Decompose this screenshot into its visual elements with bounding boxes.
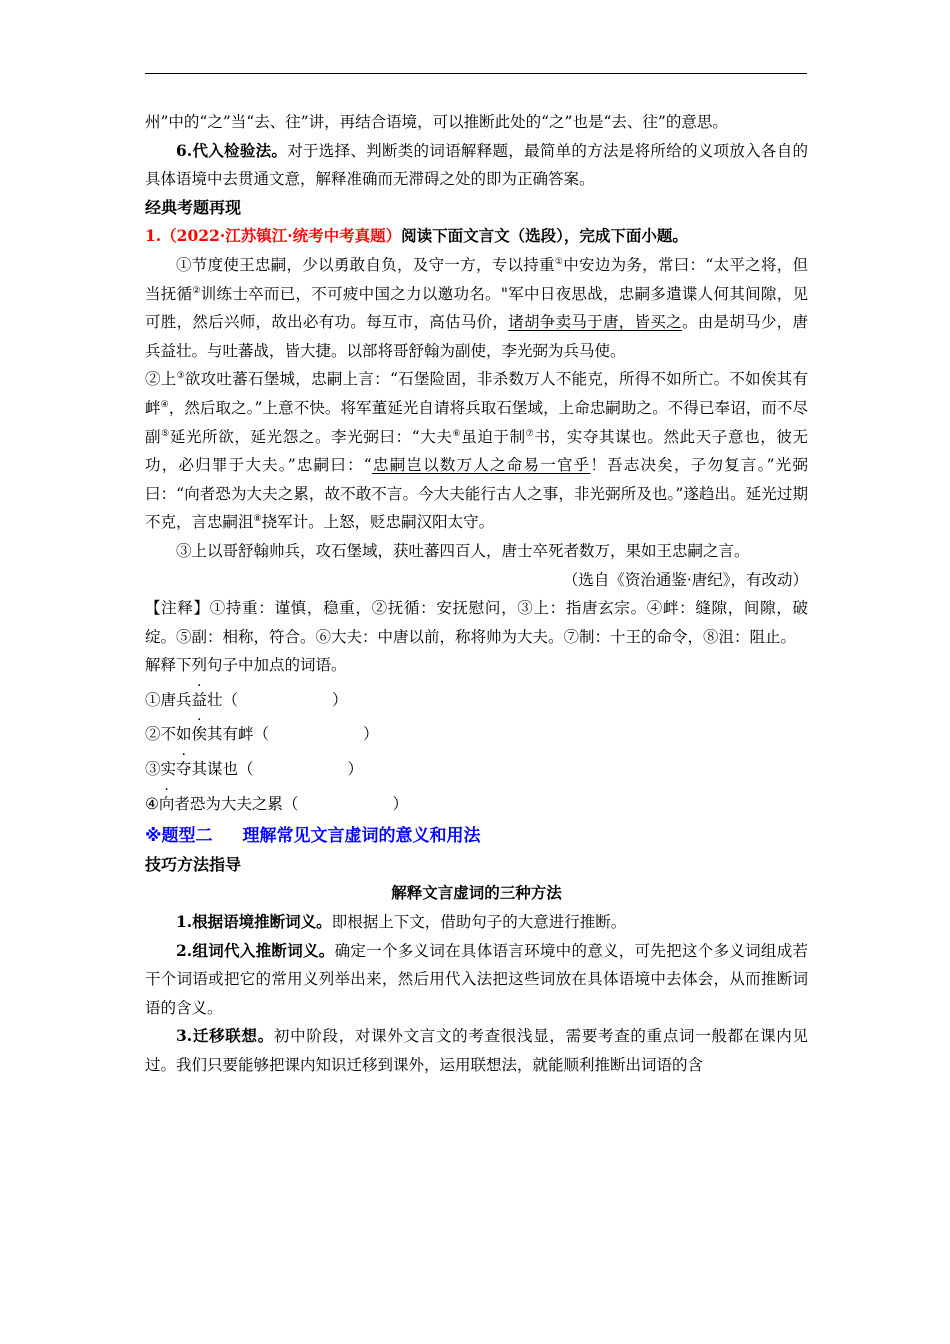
method-6-title: 6.代入检验法。 (176, 140, 288, 160)
item-text: 其谋也（ (191, 760, 254, 779)
question-item-4 (145, 784, 808, 819)
dotted-word: 益 (191, 690, 208, 709)
notes-text: ①持重：谨慎，稳重，②抚循：安抚慰问，③上：指唐玄宗。④衅：缝隙，间隙，破绽。⑤副：相称，符合。⑥大夫：中唐以前，称将帅为大夫。⑦制：十王的命令，⑧沮：阻止。 (145, 599, 808, 646)
item-text: ②不如 (145, 725, 192, 744)
passage-text: ③上以哥舒翰帅兵，攻石堡域，获吐蕃四百人，唐士卒死者数万，果如王忠嗣之言。 (176, 541, 750, 560)
section-title-classic: 经典考题再现 (145, 197, 242, 217)
type2-title: 理解常见文言虚词的意义和用法 (242, 826, 481, 847)
header-rule (145, 73, 807, 74)
passage-text: ①节度使王忠嗣，少以勇敢自负，及守一方，专以持重 (176, 255, 555, 274)
item-text: ） (392, 794, 408, 813)
passage-text: 训练士卒而已，不可疲中国之力以邀功名。"军中日夜思战，忠嗣多遣谍人何其间隙，见可胜，然后兴师，故出必有功。每互市，高估马价， (145, 284, 808, 332)
passage-text: 虽迫于制 (461, 427, 526, 446)
passage-text: ②上 (145, 370, 177, 389)
method-2-text: 确定一个多义词在具体语言环境中的意义，可先把这个多义词组成若干个词语或把它的常用义列举出来，然后用代入法把这些词放在具体语境中去体会，从而推断词语的含义。 (145, 941, 808, 1017)
question-instruction: 阅读下面文言文（选段），完成下面小题。 (401, 226, 688, 246)
intro-paragraph (145, 108, 808, 137)
item-text: ） (332, 690, 348, 709)
item-text: ③实 (145, 760, 177, 779)
question-item-1 (145, 680, 808, 715)
dotted-word: 俟 (191, 725, 208, 744)
item-text: ④ (145, 794, 159, 813)
item-text: ） (363, 725, 379, 744)
underlined-sentence-1: 诸胡争卖马于唐，皆买之 (508, 313, 682, 332)
note-marker: ⑦ (525, 428, 535, 439)
notes-paragraph (145, 594, 808, 651)
passage-text: 欲攻吐蕃石堡城，忠嗣上言：“石堡险固，非杀数万人不能克，所得不如所亡。不如俟其有衅 (145, 370, 808, 417)
type2-label: ※题型二 (145, 826, 213, 847)
note-marker: ③ (176, 371, 185, 382)
item-text: 者恐为大夫之累（ (174, 794, 299, 813)
method-3-title: 3.迁移联想。 (176, 1026, 274, 1046)
method-1-paragraph (145, 908, 808, 937)
dotted-word: 向 (158, 794, 175, 813)
method-3-text: 初中阶段，对课外文言文的考查很浅显，需要考查的重点词一般都在课内见过。我们只要能够把课内知识迁移到课外，运用联想法，就能顺利推断出词语的含 (145, 1027, 808, 1074)
method-2-title: 2.组词代入推断词义。 (176, 940, 335, 960)
method-1-title: 1.根据语境推断词义。 (176, 912, 332, 932)
question-heading (145, 222, 808, 251)
passage-paragraph-2 (145, 365, 808, 537)
passage-text: ！吾志决矣，子勿复言。”光弼曰：“向者恐为大夫之累，故不敢不言。今大夫能行古人之事，非光弼所及也。”遂趋出。延光过期不克，言忠嗣沮 (145, 456, 808, 532)
notes-label: 【注释】 (145, 599, 210, 618)
passage-paragraph-3 (145, 537, 808, 566)
note-marker: ⑥ (452, 428, 462, 439)
note-marker: ⑧ (253, 514, 262, 525)
note-marker: ④ (160, 399, 169, 410)
passage-text: 书，实夺其谋也。然此天子意也，彼无功，必归罪于大夫。”忠嗣曰：“ (145, 427, 808, 475)
dotted-word: 夺 (176, 760, 192, 779)
passage-text: ，然后取之。”上意不快。将军董延光自请将兵取石堡域，上命忠嗣助之。不得已奉诏，而不尽副 (145, 398, 808, 446)
passage-text: 。由是胡马少，唐兵益壮。与吐蕃战，皆大捷。以部将哥舒翰为副使，李光弼为兵马使。 (145, 313, 808, 360)
passage-paragraph-1 (145, 251, 808, 365)
question-item-3 (145, 749, 808, 784)
note-marker: ② (192, 285, 201, 296)
question-item-2 (145, 714, 808, 749)
methods-subtitle: 解释文言虚词的三种方法 (391, 883, 562, 903)
note-marker: ⑤ (161, 428, 170, 439)
document-body (145, 108, 808, 1080)
item-text: ） (347, 760, 364, 779)
underlined-sentence-2: 忠嗣岂以数万人之命易一官乎 (371, 456, 591, 475)
method-1-text: 即根据上下文，借助句子的大意进行推断。 (331, 913, 627, 932)
method-6-paragraph (145, 137, 808, 194)
item-text: ①唐兵 (145, 690, 192, 709)
passage-source: （选自《资治通鉴·唐纪》，有改动） (562, 570, 808, 589)
method-2-paragraph (145, 937, 808, 1023)
note-marker: ① (554, 256, 564, 267)
passage-text: 中安边为务，常曰：“太平之将，但当抚循 (145, 255, 808, 303)
item-text: 其有衅（ (207, 725, 270, 744)
passage-text: 挠军计。上怒，贬忠嗣汉阳太守。 (261, 513, 495, 532)
passage-text: 延光所欲，延光怨之。李光弼曰：“大夫 (169, 427, 453, 446)
item-text: 壮（ (207, 690, 239, 709)
section-title-type2 (145, 822, 808, 851)
method-6-text: 对于选择、判断类的词语解释题，最简单的方法是将所给的义项放入各自的具体语境中去贯通文意，解释准确而无滞碍之处的即为正确答案。 (145, 141, 808, 189)
method-3-paragraph (145, 1022, 808, 1079)
intro-text: 州”中的“之”当“去、往”讲，再结合语境，可以推断此处的“之”也是“去、往”的意思。 (145, 113, 728, 131)
section-title-skills: 技巧方法指导 (145, 854, 242, 874)
question-source: 1.（2022·江苏镇江·统考中考真题） (145, 226, 402, 246)
question-prompt: 解释下列句子中加点的词语。 (145, 656, 347, 675)
